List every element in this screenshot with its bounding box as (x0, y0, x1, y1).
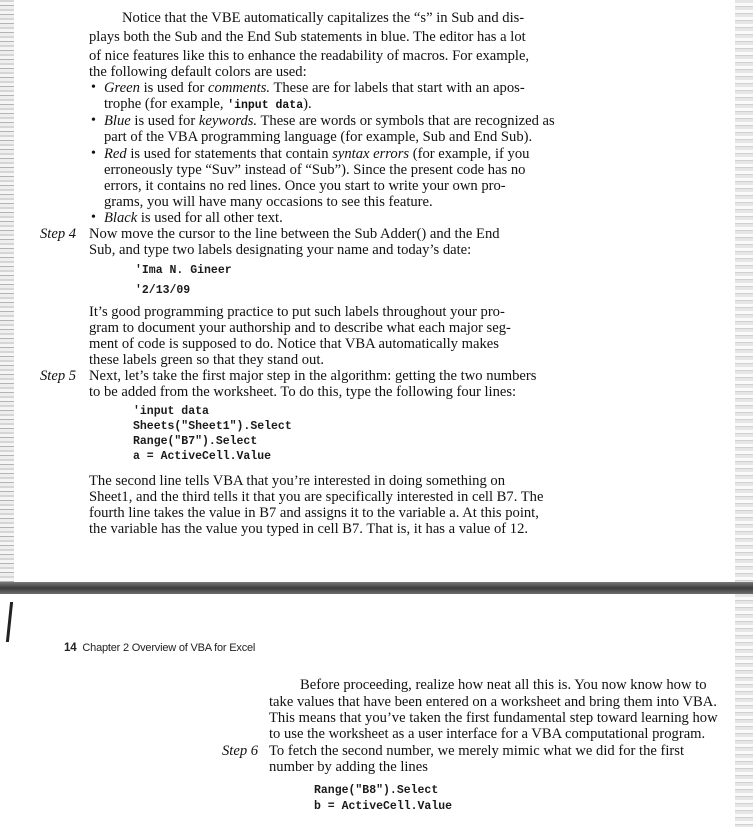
text-line: take values that have been entered on a worksheet and bring them into VBA. (269, 694, 717, 710)
text-line: Notice that the VBE automatically capitalizes the “s” in Sub and dis- (122, 10, 525, 26)
page-divider (0, 582, 753, 594)
running-header (64, 642, 255, 654)
step-label: Step 6 (222, 743, 259, 759)
text-line: Now move the cursor to the line between the Sub Adder() and the End (89, 226, 500, 242)
step-label: Step 5 (40, 368, 77, 384)
bullet-continuation: erroneously type “Suv” instead of “Sub”). Since the present code has no (104, 162, 526, 178)
page-number: 14 (64, 642, 77, 654)
code-line: 'input data (133, 405, 209, 418)
text-line: Sheet1, and the third tells it that you are specifically interested in cell B7. The (89, 489, 544, 505)
bullet-lead: Black (104, 210, 138, 226)
code-line: a = ActiveCell.Value (133, 450, 272, 463)
bullet-lead: Red (104, 146, 127, 162)
text-line: fourth line takes the value in B7 and assigns it to the variable a. At this point, (89, 505, 539, 521)
text-line: Before proceeding, realize how neat all this is. You now know how to (300, 677, 707, 693)
text-line: of nice features like this to enhance the readability of macros. For example, (89, 48, 530, 64)
binding-mark (6, 602, 13, 642)
text-line: to be added from the worksheet. To do this, type the following four lines: (89, 384, 517, 400)
bullet-line: Red is used for statements that contain syntax errors (for example, if you (104, 146, 530, 162)
bullet-line: Black is used for all other text. (104, 210, 283, 226)
step-label: Step 4 (40, 226, 77, 242)
text-line: these labels green so that they stand out. (89, 352, 325, 368)
bullet-dot: • (91, 113, 96, 128)
bullet-dot: • (91, 146, 96, 161)
bullet-continuation: grams, you will have many occasions to see this feature. (104, 194, 433, 210)
text-line: plays both the Sub and the End Sub statements in blue. The editor has a lot (89, 29, 526, 45)
text-line: gram to document your authorship and to describe what each major seg- (89, 320, 511, 336)
text-line: Next, let’s take the first major step in the algorithm: getting the two numbers (89, 368, 537, 384)
code-line: Range("B8").Select (314, 784, 439, 797)
text-line: the following default colors are used: (89, 64, 307, 80)
text-line: To fetch the second number, we merely mimic what we did for the first (269, 743, 684, 759)
chapter-title: Chapter 2 Overview of VBA for Excel (82, 642, 256, 654)
code-line: '2/13/09 (135, 284, 191, 297)
text-line: ment of code is supposed to do. Notice that VBA automatically makes (89, 336, 499, 352)
text-line: This means that you’ve taken the first fundamental step toward learning how (269, 710, 718, 726)
text-line: It’s good programming practice to put such labels throughout your pro- (89, 304, 505, 320)
bullet-line: Blue is used for keywords. These are words or symbols that are recognized as (104, 113, 555, 129)
bullet-continuation: part of the VBA programming language (for example, Sub and End Sub). (104, 129, 533, 145)
code-line: Range("B7").Select (133, 435, 258, 448)
text-line: to use the worksheet as a user interface for a VBA computational program. (269, 726, 706, 742)
code-line: b = ActiveCell.Value (314, 800, 453, 813)
text-line: the variable has the value you typed in cell B7. That is, it has a value of 12. (89, 521, 529, 537)
bullet-continuation: errors, it contains no red lines. Once you start to write your own pro- (104, 178, 506, 194)
bottom-page (0, 594, 753, 827)
bullet-lead: Green (104, 80, 140, 96)
scan-edge-right (735, 0, 753, 582)
bullet-dot: • (91, 80, 96, 95)
bullet-lead: Blue (104, 113, 131, 129)
code-line: Sheets("Sheet1").Select (133, 420, 292, 433)
text-line: Sub, and type two labels designating your name and today’s date: (89, 242, 472, 258)
scan-edge-left (0, 0, 14, 582)
code-line: 'Ima N. Gineer (135, 264, 232, 277)
text-line: number by adding the lines (269, 759, 428, 775)
text-line: The second line tells VBA that you’re interested in doing something on (89, 473, 505, 489)
bullet-continuation: trophe (for example, 'input data). (104, 96, 312, 112)
bullet-line: Green is used for comments. These are for labels that start with an apos- (104, 80, 525, 96)
bullet-dot: • (91, 210, 96, 225)
inline-code: 'input data (227, 99, 304, 112)
scan-edge-right (735, 594, 753, 827)
